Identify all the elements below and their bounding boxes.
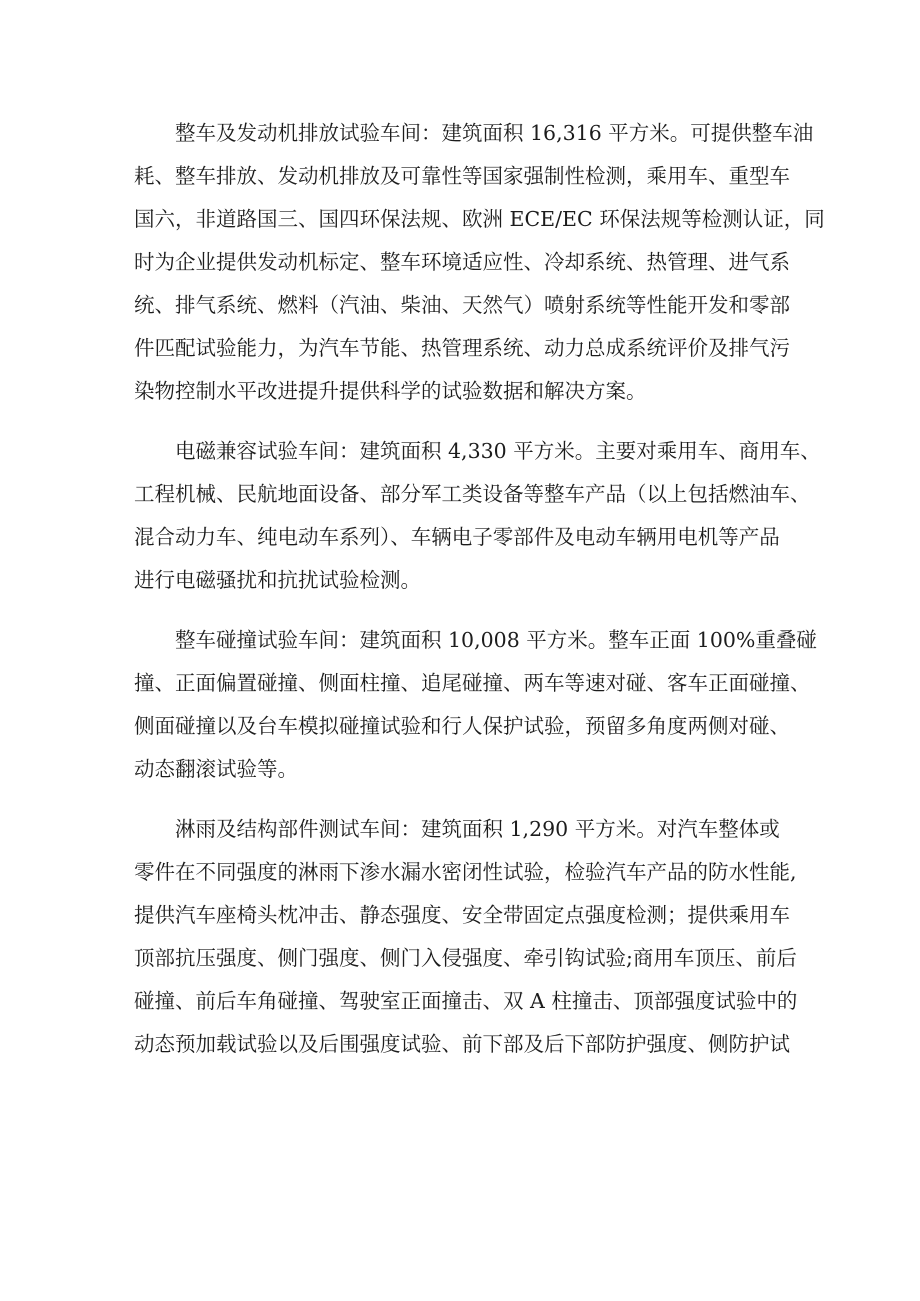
text-line: 时为企业提供发动机标定、整车环境适应性、冷却系统、热管理、进气系 <box>134 250 790 274</box>
text-line: 混合动力车、纯电动车系列）、车辆电子零部件及电动车辆用电机等产品 <box>134 525 780 549</box>
paragraph-rain-structure-lab <box>134 808 798 1066</box>
text-line: 国六，非道路国三、国四环保法规、欧洲 ECE/EC 环保法规等检测认证，同 <box>134 207 825 231</box>
text-line: 提供汽车座椅头枕冲击、静态强度、安全带固定点强度检测；提供乘用车 <box>134 903 790 927</box>
text-line: 淋雨及结构部件测试车间：建筑面积 1,290 平方米。对汽车整体或 <box>175 817 780 841</box>
text-line: 动态预加载试验以及后围强度试验、前下部及后下部防护强度、侧防护试 <box>134 1032 790 1056</box>
text-line: 撞、正面偏置碰撞、侧面柱撞、追尾碰撞、两车等速对碰、客车正面碰撞、 <box>134 671 811 695</box>
text-line: 电磁兼容试验车间：建筑面积 4,330 平方米。主要对乘用车、商用车、 <box>175 439 821 463</box>
paragraph-crash-lab <box>134 619 817 791</box>
paragraph-emissions-lab <box>134 112 825 413</box>
text-line: 件匹配试验能力，为汽车节能、热管理系统、动力总成系统评价及排气污 <box>134 336 790 360</box>
text-line: 工程机械、民航地面设备、部分军工类设备等整车产品（以上包括燃油车、 <box>134 482 811 506</box>
document-body <box>134 112 825 1083</box>
text-line: 整车及发动机排放试验车间：建筑面积 16,316 平方米。可提供整车油 <box>175 121 814 145</box>
text-line: 零件在不同强度的淋雨下渗水漏水密闭性试验，检验汽车产品的防水性能, <box>134 860 797 884</box>
text-line: 整车碰撞试验车间：建筑面积 10,008 平方米。整车正面 100%重叠碰 <box>175 628 817 652</box>
text-line: 顶部抗压强度、侧门强度、侧门入侵强度、牵引钩试验;商用车顶压、前后 <box>134 946 797 970</box>
text-line: 动态翻滚试验等。 <box>134 757 298 781</box>
text-line: 染物控制水平改进提升提供科学的试验数据和解决方案。 <box>134 379 647 403</box>
paragraph-emc-lab <box>134 430 821 602</box>
text-line: 统、排气系统、燃料（汽油、柴油、天然气）喷射系统等性能开发和零部 <box>134 293 790 317</box>
text-line: 侧面碰撞以及台车模拟碰撞试验和行人保护试验，预留多角度两侧对碰、 <box>134 714 790 738</box>
text-line: 碰撞、前后车角碰撞、驾驶室正面撞击、双 A 柱撞击、顶部强度试验中的 <box>134 989 798 1013</box>
text-line: 耗、整车排放、发动机排放及可靠性等国家强制性检测，乘用车、重型车 <box>134 164 790 188</box>
text-line: 进行电磁骚扰和抗扰试验检测。 <box>134 568 421 592</box>
